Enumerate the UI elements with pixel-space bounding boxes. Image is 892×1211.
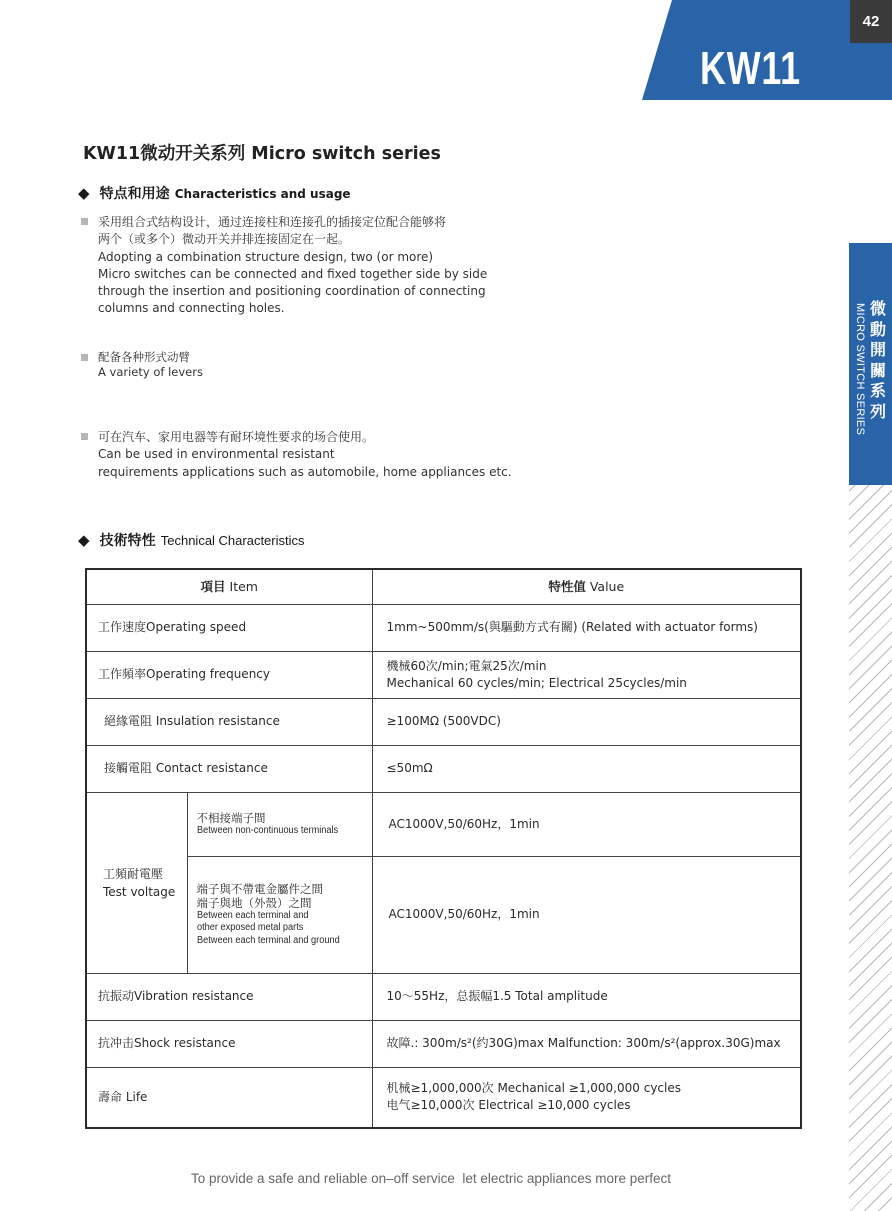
section-heading-technical (78, 530, 305, 550)
section-heading-cn: 特点和用途 (99, 186, 170, 202)
header-item (86, 569, 372, 604)
spec-table (85, 568, 802, 1129)
bullet-line: 可在汽车、家用电器等有耐环境性要求的场合使用。 (98, 430, 375, 444)
row-value (372, 651, 801, 698)
page-title: KW11微动开关系列 Micro switch series (83, 144, 441, 164)
bullet-line: A variety of levers (98, 365, 203, 379)
row-value: AC1000V,50/60Hz，1min (372, 792, 801, 856)
test-voltage-en: Test voltage (103, 884, 176, 899)
table-row (86, 745, 801, 792)
bullet-line: through the insertion and positioning coordination of connecting (98, 284, 486, 299)
side-tab-char: 開 (869, 340, 886, 359)
row-value (372, 1067, 801, 1128)
table-row (86, 604, 801, 651)
bullet-line: 配备各种形式动臂 (98, 350, 190, 364)
sub-item-en: Between non-continuous terminals (196, 824, 338, 836)
table-row (86, 1020, 801, 1067)
bullet-line: 两个（或多个）微动开关并排连接固定在一起。 (98, 232, 351, 247)
row-item-test-voltage (86, 792, 187, 973)
square-bullet-icon (81, 433, 88, 440)
table-row (86, 651, 801, 698)
table-header-row (86, 569, 801, 604)
model-title: KW11 (700, 42, 801, 94)
bullet-line: 采用组合式结构设计，通过连接柱和连接孔的插接定位配合能够将 (98, 215, 447, 229)
header-item-en: Item (229, 579, 258, 595)
page-number: 42 (850, 0, 892, 43)
bullet-line: Micro switches can be connected and fixed together side by side (98, 266, 488, 281)
section-heading-cn: 技術特性 (99, 533, 156, 549)
side-tab-char: 列 (869, 401, 886, 421)
bullet-text (98, 350, 203, 380)
diamond-bullet-icon: ◆ (78, 531, 90, 549)
table-row (86, 792, 801, 856)
sub-item (187, 792, 372, 856)
row-value: ≤50mΩ (372, 745, 801, 792)
row-item: 抗冲击Shock resistance (86, 1020, 372, 1067)
square-bullet-icon (81, 218, 88, 225)
row-item: 工作速度Operating speed (86, 604, 372, 651)
row-item: 抗振动Vibration resistance (86, 973, 372, 1020)
bullet-text (98, 429, 512, 481)
side-tab-cn (868, 299, 888, 422)
bullet-line: Adopting a combination structure design, two (or more) (98, 249, 434, 264)
header-value-cn: 特性值 (548, 579, 586, 595)
sub-item-en: Between each terminal and (196, 909, 308, 921)
sub-item-cn: 端子與不帶電金屬件之間 (196, 881, 323, 896)
row-value: 10～55Hz，总振幅1.5 Total amplitude (372, 973, 801, 1020)
header-value-en: Value (589, 579, 625, 595)
value-line: 機械60次/min;電氣25次/min (386, 658, 547, 673)
footer-slogan: To provide a safe and reliable on–off service let electric appliances more perfect (190, 1171, 671, 1186)
square-bullet-icon (81, 354, 88, 361)
hatch-decoration (849, 485, 892, 1211)
sub-item-en: other exposed metal parts (196, 922, 303, 934)
side-tab (849, 243, 892, 485)
value-line: 机械≥1,000,000次 Mechanical ≥1,000,000 cycles (386, 1081, 681, 1096)
side-tab-char: 關 (869, 360, 886, 380)
diamond-bullet-icon: ◆ (78, 184, 90, 202)
sub-item-cn: 不相接端子間 (196, 810, 266, 825)
side-tab-en: MICRO SWITCH SERIES (854, 303, 866, 436)
bullet-line: requirements applications such as automobile, home appliances etc. (98, 464, 512, 479)
side-tab-char: 動 (869, 319, 886, 339)
header-item-cn: 項目 (200, 579, 226, 595)
table-row (86, 698, 801, 745)
row-item: 工作頻率Operating frequency (86, 651, 372, 698)
header-value (372, 569, 801, 604)
table-row (86, 1067, 801, 1128)
row-item: 絕緣電阻 Insulation resistance (86, 698, 372, 745)
row-item: 壽命 Life (86, 1067, 372, 1128)
row-item: 接觸電阻 Contact resistance (86, 745, 372, 792)
side-tab-char: 系 (869, 381, 886, 400)
table-row (86, 856, 801, 973)
bullet-text (98, 214, 487, 318)
row-value: 故障.: 300m/s²(约30G)max Malfunction: 300m/s²(approx.30G)max (372, 1020, 801, 1067)
row-value: 1mm~500mm/s(與驅動方式有關) (Related with actuator forms) (372, 604, 801, 651)
row-value: ≥100MΩ (500VDC) (372, 698, 801, 745)
row-value: AC1000V,50/60Hz，1min (372, 856, 801, 973)
sub-item-en: Between each terminal and ground (196, 934, 340, 946)
section-heading-en: Technical Characteristics (160, 533, 305, 548)
value-line: 电气≥10,000次 Electrical ≥10,000 cycles (386, 1098, 631, 1113)
side-tab-char: 微 (869, 299, 886, 318)
bullet-line: columns and connecting holes. (98, 301, 285, 316)
sub-item-cn: 端子與地（外殼）之間 (196, 895, 312, 910)
section-heading-characteristics (78, 183, 351, 203)
section-heading-en: Characteristics and usage (174, 187, 351, 201)
test-voltage-cn: 工頻耐電壓 (103, 866, 164, 881)
sub-item (187, 856, 372, 973)
bullet-line: Can be used in environmental resistant (98, 447, 335, 462)
table-row (86, 973, 801, 1020)
value-line: Mechanical 60 cycles/min; Electrical 25cycles/min (386, 675, 687, 690)
